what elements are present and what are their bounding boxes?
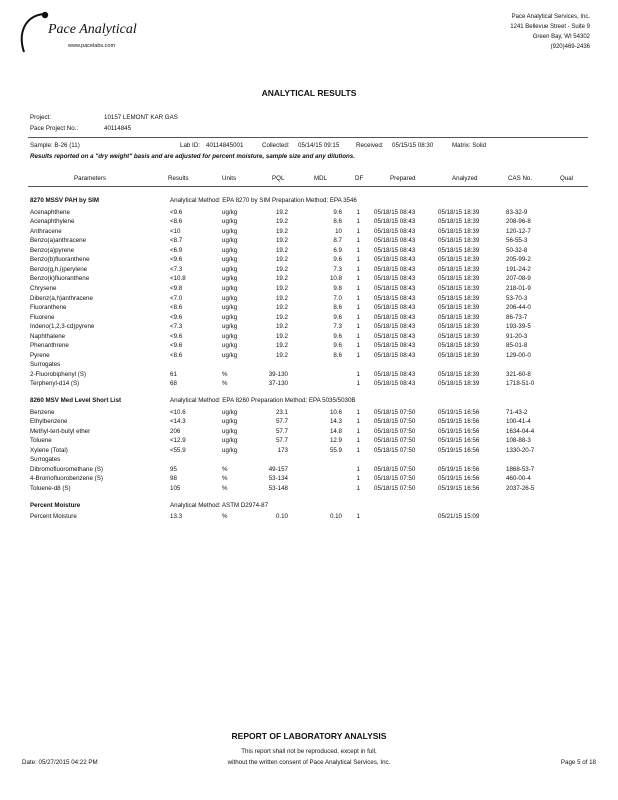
cell-parameter: Fluorene (30, 313, 55, 321)
cell-analyzed: 05/19/15 16:56 (438, 475, 480, 483)
cell-units: ug/kg (222, 437, 238, 445)
cell-result: <9.6 (170, 342, 183, 350)
cell-cas-no: 91-20-3 (506, 332, 528, 340)
cell-result: <10 (170, 227, 181, 235)
report-date: Date: 05/27/2015 04:22 PM (22, 759, 98, 766)
cell-analyzed: 05/18/15 18:39 (438, 332, 480, 340)
sample-id: Sample: B-26 (11) (30, 142, 80, 149)
cell-pql: 19.2 (275, 332, 288, 340)
cell-pql: 53-148 (268, 484, 288, 492)
cell-parameter: Ethylbenzene (30, 418, 68, 426)
cell-cas-no: 193-39-5 (506, 323, 531, 331)
cell-analyzed: 05/18/15 18:39 (438, 342, 480, 350)
cell-df: 1 (356, 484, 360, 492)
cell-df: 1 (356, 284, 360, 292)
pace-project-value: 40114845 (104, 125, 132, 132)
cell-df: 1 (356, 304, 360, 312)
cell-prepared: 05/18/15 07:50 (374, 418, 416, 426)
cell-cas-no: 460-00-4 (506, 475, 531, 483)
cell-units: ug/kg (222, 256, 238, 264)
cell-df: 1 (356, 246, 360, 254)
cell-mdl: 7.3 (333, 265, 342, 273)
cell-prepared: 05/18/15 08:43 (374, 313, 416, 321)
cell-df: 1 (356, 380, 360, 388)
cell-pql: 19.2 (275, 351, 288, 359)
section-name: Percent Moisture (30, 501, 81, 509)
cell-units: ug/kg (222, 246, 238, 254)
cell-result: <12.9 (170, 437, 186, 445)
pace-project-label: Pace Project No.: (30, 125, 79, 132)
cell-units: ug/kg (222, 313, 238, 321)
cell-parameter: Anthracene (30, 227, 62, 235)
cell-prepared: 05/18/15 08:43 (374, 218, 416, 226)
cell-mdl: 8.6 (333, 218, 342, 226)
cell-df: 1 (356, 418, 360, 426)
cell-df: 1 (356, 275, 360, 283)
cell-result: <9.6 (170, 332, 183, 340)
cell-prepared: 05/18/15 07:50 (374, 427, 416, 435)
cell-units: ug/kg (222, 418, 238, 426)
cell-df: 1 (356, 475, 360, 483)
matrix-label: Matrix: Solid (452, 142, 487, 149)
cell-pql: 19.2 (275, 313, 288, 321)
cell-cas-no: 71-43-2 (506, 408, 528, 416)
cell-result: 13.3 (170, 513, 183, 521)
cell-analyzed: 05/19/15 16:56 (438, 446, 480, 454)
cell-prepared: 05/18/15 07:50 (374, 465, 416, 473)
cell-cas-no: 83-32-9 (506, 208, 528, 216)
cell-mdl: 8.6 (333, 304, 342, 312)
cell-result: <7.3 (170, 323, 183, 331)
cell-result: <9.6 (170, 256, 183, 264)
cell-mdl: 9.6 (333, 342, 342, 350)
cell-prepared: 05/18/15 08:43 (374, 332, 416, 340)
cell-prepared: 05/18/15 08:43 (374, 380, 416, 388)
cell-parameter: Phenanthrene (30, 342, 69, 350)
cell-units: % (222, 380, 228, 388)
cell-df: 1 (356, 208, 360, 216)
page-title: ANALYTICAL RESULTS (261, 88, 357, 98)
cell-parameter: Benzo(a)anthracene (30, 237, 87, 245)
cell-pql: 19.2 (275, 265, 288, 273)
cell-parameter: Pyrene (30, 351, 50, 359)
cell-parameter: Dibromofluoromethane (S) (30, 465, 103, 473)
logo-text: Pace Analytical (48, 22, 137, 37)
cell-units: ug/kg (222, 208, 238, 216)
cell-analyzed: 05/18/15 18:39 (438, 246, 480, 254)
cell-mdl: 14.8 (329, 427, 342, 435)
cell-pql: 53-134 (268, 475, 288, 483)
cell-analyzed: 05/19/15 16:56 (438, 465, 480, 473)
cell-parameter: Benzo(a)pyrene (30, 246, 75, 254)
cell-pql: 57.7 (275, 418, 288, 426)
cell-df: 1 (356, 218, 360, 226)
cell-pql: 19.2 (275, 342, 288, 350)
cell-prepared: 05/18/15 08:43 (374, 237, 416, 245)
cell-cas-no: 120-12-7 (506, 227, 531, 235)
cell-pql: 0.10 (275, 513, 288, 521)
header-divider (28, 186, 588, 187)
cell-result: 95 (170, 465, 177, 473)
cell-parameter: Toluene-d8 (S) (30, 484, 71, 492)
cell-df: 1 (356, 437, 360, 445)
cell-pql: 39-130 (268, 370, 288, 378)
cell-analyzed: 05/18/15 18:39 (438, 208, 480, 216)
cell-mdl: 9.6 (333, 332, 342, 340)
surrogates-label: Surrogates (30, 361, 61, 369)
cell-units: ug/kg (222, 351, 238, 359)
cell-analyzed: 05/19/15 16:56 (438, 427, 480, 435)
cell-analyzed: 05/18/15 18:39 (438, 284, 480, 292)
cell-parameter: Indeno(1,2,3-cd)pyrene (30, 323, 95, 331)
cell-units: ug/kg (222, 427, 238, 435)
results-note: Results reported on a "dry weight" basis and are adjusted for percent moisture, sample size and any dilutions. (30, 153, 355, 160)
cell-mdl: 0.10 (329, 513, 342, 521)
cell-parameter: Chrysene (30, 284, 57, 292)
cell-cas-no: 207-08-9 (506, 275, 531, 283)
cell-parameter: Acenaphthylene (30, 218, 75, 226)
cell-pql: 49-157 (268, 465, 288, 473)
cell-analyzed: 05/18/15 18:39 (438, 323, 480, 331)
cell-units: ug/kg (222, 294, 238, 302)
footer-line-2: without the written consent of Pace Analytical Services, Inc. (227, 759, 391, 766)
cell-cas-no: 50-32-8 (506, 246, 528, 254)
cell-cas-no: 1718-51-0 (506, 380, 535, 388)
cell-result: <6.9 (170, 246, 183, 254)
received-value: 05/15/15 08:30 (392, 142, 434, 149)
cell-cas-no: 129-00-0 (506, 351, 531, 359)
cell-parameter: Methyl-tert-butyl ether (30, 427, 91, 435)
cell-cas-no: 56-55-3 (506, 237, 528, 245)
cell-result: <9.6 (170, 208, 183, 216)
cell-units: ug/kg (222, 342, 238, 350)
cell-prepared: 05/18/15 08:43 (374, 265, 416, 273)
cell-result: 105 (170, 484, 181, 492)
cell-parameter: Toluene (30, 437, 52, 445)
cell-units: ug/kg (222, 284, 238, 292)
cell-result: <8.6 (170, 218, 183, 226)
cell-df: 1 (356, 256, 360, 264)
cell-pql: 19.2 (275, 246, 288, 254)
cell-result: 206 (170, 427, 181, 435)
cell-df: 1 (356, 237, 360, 245)
cell-pql: 19.2 (275, 323, 288, 331)
cell-pql: 19.2 (275, 275, 288, 283)
cell-units: % (222, 370, 228, 378)
cell-analyzed: 05/19/15 16:56 (438, 408, 480, 416)
collected-label: Collected: (262, 142, 290, 149)
cell-units: ug/kg (222, 237, 238, 245)
cell-result: 61 (170, 370, 177, 378)
cell-prepared: 05/18/15 07:50 (374, 446, 416, 454)
cell-df: 1 (356, 370, 360, 378)
cell-analyzed: 05/18/15 18:39 (438, 380, 480, 388)
cell-mdl: 14.3 (329, 418, 342, 426)
col-parameters: Parameters (74, 175, 106, 182)
cell-mdl: 10 (335, 227, 342, 235)
col-units: Units (222, 175, 237, 182)
cell-analyzed: 05/18/15 18:39 (438, 218, 480, 226)
section-method: Analytical Method: EPA 8270 by SIM Preparation Method: EPA 3546 (170, 197, 357, 204)
lab-street: 1241 Bellevue Street - Suite 9 (510, 24, 590, 30)
cell-mdl: 12.9 (329, 437, 342, 445)
cell-mdl: 9.6 (333, 256, 342, 264)
cell-cas-no: 100-41-4 (506, 418, 531, 426)
col-mdl: MDL (314, 175, 328, 182)
cell-cas-no: 321-60-8 (506, 370, 531, 378)
cell-analyzed: 05/18/15 18:39 (438, 304, 480, 312)
cell-df: 1 (356, 332, 360, 340)
cell-analyzed: 05/18/15 18:39 (438, 351, 480, 359)
cell-parameter: Benzo(b)fluoranthene (30, 256, 90, 264)
cell-pql: 19.2 (275, 256, 288, 264)
cell-pql: 19.2 (275, 227, 288, 235)
cell-df: 1 (356, 465, 360, 473)
col-df: DF (355, 175, 364, 182)
cell-pql: 19.2 (275, 218, 288, 226)
cell-result: <8.6 (170, 304, 183, 312)
cell-cas-no: 85-01-8 (506, 342, 528, 350)
lab-phone: (920)469-2436 (550, 44, 590, 50)
cell-units: ug/kg (222, 227, 238, 235)
cell-pql: 19.2 (275, 284, 288, 292)
cell-prepared: 05/18/15 08:43 (374, 294, 416, 302)
cell-prepared: 05/18/15 08:43 (374, 227, 416, 235)
cell-analyzed: 05/19/15 16:56 (438, 418, 480, 426)
cell-analyzed: 05/18/15 18:39 (438, 237, 480, 245)
cell-df: 1 (356, 408, 360, 416)
cell-units: % (222, 475, 228, 483)
cell-prepared: 05/18/15 08:43 (374, 284, 416, 292)
cell-df: 1 (356, 427, 360, 435)
cell-result: <7.0 (170, 294, 183, 302)
cell-mdl: 7.0 (333, 294, 342, 302)
col-cas: CAS No. (508, 175, 533, 182)
cell-result: <10.8 (170, 275, 186, 283)
col-pql: PQL (272, 175, 285, 182)
collected-value: 05/14/15 09:15 (298, 142, 340, 149)
cell-result: <10.6 (170, 408, 186, 416)
cell-parameter: Terphenyl-d14 (S) (30, 380, 80, 388)
project-value: 10157 LEMONT KAR GAS (104, 114, 178, 121)
cell-result: <9.6 (170, 313, 183, 321)
cell-result: <7.3 (170, 265, 183, 273)
cell-units: ug/kg (222, 275, 238, 283)
col-analyzed: Analyzed (452, 175, 478, 182)
cell-units: % (222, 484, 228, 492)
cell-pql: 19.2 (275, 208, 288, 216)
cell-parameter: 2-Fluorobiphenyl (S) (30, 370, 87, 378)
cell-pql: 19.2 (275, 294, 288, 302)
cell-mdl: 9.6 (333, 313, 342, 321)
cell-cas-no: 53-70-3 (506, 294, 528, 302)
cell-prepared: 05/18/15 08:43 (374, 342, 416, 350)
cell-prepared: 05/18/15 08:43 (374, 323, 416, 331)
cell-parameter: Xylene (Total) (30, 446, 68, 454)
cell-mdl: 7.3 (333, 323, 342, 331)
cell-parameter: Benzo(k)fluoranthene (30, 275, 90, 283)
cell-pql: 57.7 (275, 427, 288, 435)
cell-df: 1 (356, 446, 360, 454)
project-label: Project: (30, 114, 51, 121)
cell-cas-no: 1330-20-7 (506, 446, 535, 454)
cell-prepared: 05/18/15 07:50 (374, 475, 416, 483)
cell-df: 1 (356, 294, 360, 302)
cell-cas-no: 208-96-8 (506, 218, 531, 226)
logo-url: www.pacelabs.com (68, 43, 116, 49)
cell-pql: 57.7 (275, 437, 288, 445)
cell-prepared: 05/18/15 08:43 (374, 370, 416, 378)
cell-units: ug/kg (222, 408, 238, 416)
lab-name: Pace Analytical Services, Inc. (511, 14, 590, 20)
col-qual: Qual (560, 175, 574, 182)
cell-df: 1 (356, 265, 360, 273)
cell-analyzed: 05/18/15 18:39 (438, 313, 480, 321)
cell-cas-no: 108-88-3 (506, 437, 531, 445)
cell-parameter: Dibenz(a,h)anthracene (30, 294, 93, 302)
section-name: 8260 MSV Med Level Short List (30, 397, 122, 404)
cell-prepared: 05/18/15 07:50 (374, 484, 416, 492)
col-results: Results (168, 175, 189, 182)
cell-mdl: 6.9 (333, 246, 342, 254)
cell-parameter: Naphthalene (30, 332, 66, 340)
cell-df: 1 (356, 351, 360, 359)
cell-cas-no: 2037-26-5 (506, 484, 535, 492)
received-label: Received: (356, 142, 384, 149)
cell-units: ug/kg (222, 304, 238, 312)
cell-mdl: 9.6 (333, 208, 342, 216)
cell-result: 98 (170, 475, 177, 483)
cell-cas-no: 218-01-9 (506, 284, 531, 292)
cell-analyzed: 05/18/15 18:39 (438, 265, 480, 273)
cell-prepared: 05/18/15 07:50 (374, 408, 416, 416)
cell-cas-no: 1868-53-7 (506, 465, 535, 473)
cell-pql: 19.2 (275, 237, 288, 245)
cell-units: ug/kg (222, 332, 238, 340)
report-footer-title: REPORT OF LABORATORY ANALYSIS (231, 731, 387, 741)
cell-analyzed: 05/18/15 18:39 (438, 294, 480, 302)
cell-analyzed: 05/19/15 16:56 (438, 437, 480, 445)
col-prepared: Prepared (390, 175, 416, 182)
cell-units: ug/kg (222, 265, 238, 273)
cell-result: <14.3 (170, 418, 186, 426)
section-method: Analytical Method: EPA 8260 Preparation Method: EPA 5035/5030B (170, 397, 356, 404)
surrogates-label: Surrogates (30, 456, 61, 464)
cell-df: 1 (356, 227, 360, 235)
cell-result: <8.7 (170, 237, 183, 245)
cell-df: 1 (356, 313, 360, 321)
cell-units: ug/kg (222, 323, 238, 331)
cell-prepared: 05/18/15 08:43 (374, 246, 416, 254)
cell-cas-no: 1634-04-4 (506, 427, 535, 435)
cell-mdl: 8.6 (333, 351, 342, 359)
page-number: Page 5 of 18 (560, 759, 596, 766)
cell-pql: 23.1 (275, 408, 288, 416)
cell-df: 1 (356, 513, 360, 521)
cell-parameter: Acenaphthene (30, 208, 70, 216)
cell-df: 1 (356, 342, 360, 350)
lab-id-value: 40114845001 (206, 142, 244, 149)
cell-pql: 19.2 (275, 304, 288, 312)
lab-city: Green Bay, WI 54302 (532, 34, 590, 40)
cell-prepared: 05/18/15 07:50 (374, 437, 416, 445)
cell-mdl: 9.8 (333, 284, 342, 292)
section-method: Analytical Method: ASTM D2974-87 (170, 501, 269, 509)
cell-result: <55.9 (170, 446, 186, 454)
cell-parameter: Benzo(g,h,i)perylene (30, 265, 88, 273)
cell-mdl: 8.7 (333, 237, 342, 245)
lab-id-label: Lab ID: (180, 142, 200, 149)
cell-prepared: 05/18/15 08:43 (374, 208, 416, 216)
cell-mdl: 10.8 (329, 275, 342, 283)
cell-mdl: 10.6 (329, 408, 342, 416)
cell-pql: 37-130 (268, 380, 288, 388)
cell-mdl: 55.9 (329, 446, 342, 454)
cell-parameter: Benzene (30, 408, 55, 416)
cell-prepared: 05/18/15 08:43 (374, 304, 416, 312)
cell-result: 68 (170, 380, 177, 388)
cell-analyzed: 05/18/15 18:39 (438, 370, 480, 378)
cell-units: ug/kg (222, 218, 238, 226)
cell-analyzed: 05/18/15 18:39 (438, 275, 480, 283)
cell-result: <8.6 (170, 351, 183, 359)
footer-line-1: This report shall not be reproduced, except in full, (241, 748, 377, 755)
cell-parameter: Fluoranthene (30, 304, 67, 312)
cell-df: 1 (356, 323, 360, 331)
cell-prepared: 05/18/15 08:43 (374, 275, 416, 283)
cell-parameter: 4-Bromofluorobenzene (S) (30, 475, 103, 483)
cell-prepared: 05/18/15 08:43 (374, 351, 416, 359)
section-name: 8270 MSSV PAH by SIM (30, 197, 100, 204)
cell-parameter: Percent Moisture (30, 513, 77, 521)
cell-result: <9.8 (170, 284, 183, 292)
cell-analyzed: 05/19/15 16:56 (438, 484, 480, 492)
cell-cas-no: 191-24-2 (506, 265, 531, 273)
cell-units: % (222, 513, 228, 521)
cell-cas-no: 205-99-2 (506, 256, 531, 264)
cell-analyzed: 05/21/15 15:09 (438, 513, 480, 521)
divider (28, 137, 588, 138)
cell-units: ug/kg (222, 446, 238, 454)
cell-units: % (222, 465, 228, 473)
cell-cas-no: 86-73-7 (506, 313, 528, 321)
cell-pql: 173 (277, 446, 288, 454)
cell-analyzed: 05/18/15 18:39 (438, 227, 480, 235)
cell-analyzed: 05/18/15 18:39 (438, 256, 480, 264)
cell-cas-no: 206-44-0 (506, 304, 531, 312)
cell-prepared: 05/18/15 08:43 (374, 256, 416, 264)
